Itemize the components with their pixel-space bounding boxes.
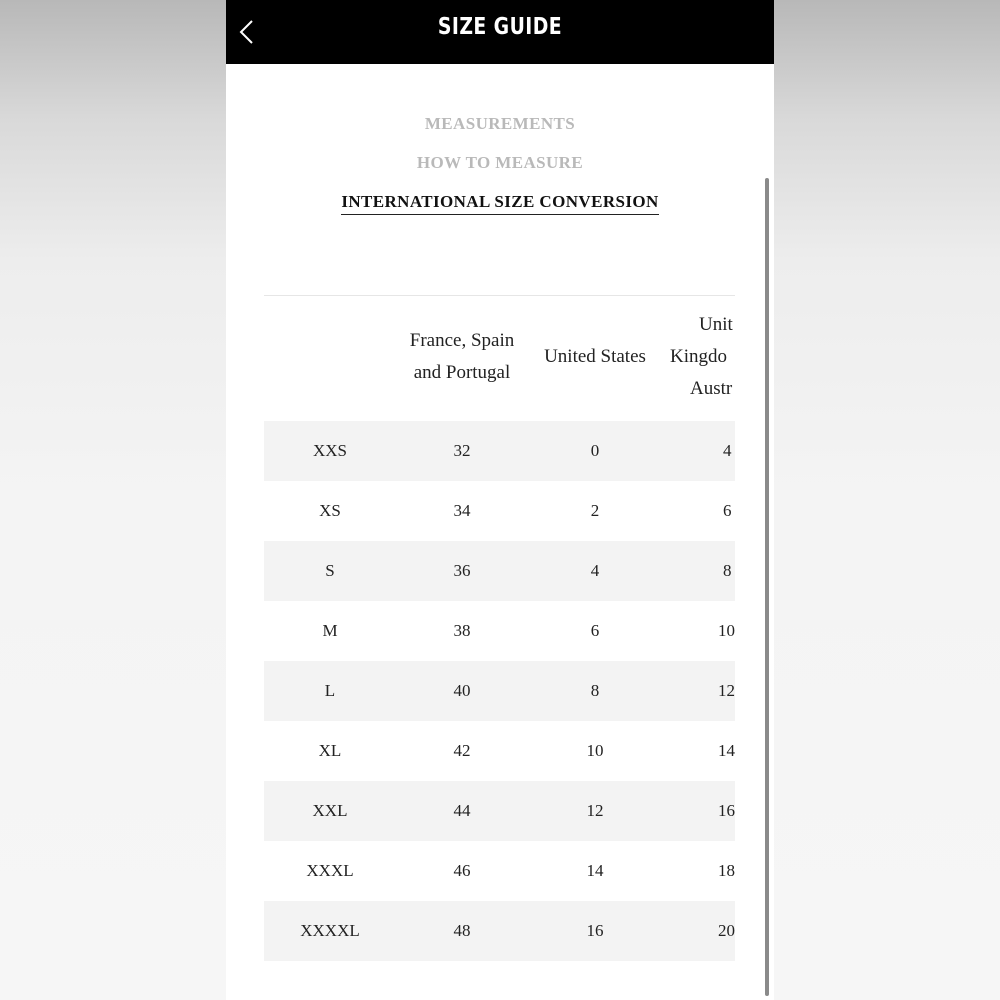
- uk-size-cell: 8: [723, 561, 732, 580]
- size-label-cell: XS: [319, 501, 341, 520]
- us-size-cell: 4: [590, 561, 600, 580]
- size-label-cell: XXXL: [306, 861, 354, 880]
- table-row: [264, 541, 735, 601]
- table-row: [264, 901, 735, 961]
- us-size-cell: 10: [586, 741, 604, 760]
- column-header-line: and Portugal: [413, 362, 511, 383]
- tab-how-to-measure[interactable]: [226, 153, 774, 173]
- size-label-cell: S: [325, 561, 335, 580]
- table-row: [264, 781, 735, 841]
- france-size-cell: 48: [453, 921, 471, 940]
- size-label-cell: XL: [318, 741, 342, 760]
- chevron-left-icon: [234, 18, 262, 46]
- uk-size-cell: 6: [723, 501, 732, 520]
- table-row: [264, 721, 735, 781]
- column-header-line: France, Spain: [409, 330, 515, 351]
- size-conversion-table[interactable]: [264, 295, 735, 961]
- page-title: SIZE GUIDE: [437, 14, 563, 40]
- france-size-cell: 42: [453, 741, 471, 760]
- tab-international-size-conversion-label: INTERNATIONAL SIZE CONVERSION: [341, 192, 658, 215]
- column-header-line: Austr: [690, 378, 733, 399]
- column-header-line: Kingdo: [670, 346, 727, 367]
- uk-size-cell: 4: [723, 441, 732, 460]
- size-label-cell: L: [324, 681, 336, 700]
- tab-measurements-label: MEASUREMENTS: [424, 114, 576, 133]
- uk-size-cell: 20: [718, 921, 735, 940]
- back-button[interactable]: [234, 18, 262, 46]
- france-size-cell: 46: [453, 861, 471, 880]
- us-size-cell: 8: [590, 681, 600, 700]
- uk-size-cell: 10: [718, 621, 735, 640]
- table-row: [264, 421, 735, 481]
- tab-international-size-conversion[interactable]: [226, 192, 774, 215]
- uk-size-cell: 14: [718, 741, 735, 760]
- column-header-line: Unit: [699, 314, 733, 335]
- table-divider: [264, 295, 735, 296]
- column-header-line: United States: [544, 346, 646, 367]
- header-bar: [226, 0, 774, 64]
- size-label-cell: M: [322, 621, 338, 640]
- france-size-cell: 40: [453, 681, 471, 700]
- tab-measurements[interactable]: [226, 114, 774, 134]
- us-size-cell: 14: [586, 861, 604, 880]
- uk-size-cell: 12: [718, 681, 735, 700]
- table-row: [264, 661, 735, 721]
- size-label-cell: XXS: [312, 441, 347, 460]
- france-size-cell: 32: [453, 441, 471, 460]
- size-guide-screen: [226, 0, 774, 1000]
- tab-how-to-measure-label: HOW TO MEASURE: [416, 153, 584, 172]
- us-size-cell: 6: [590, 621, 600, 640]
- column-header-france-spain-portugal: [396, 325, 528, 389]
- france-size-cell: 44: [453, 801, 471, 820]
- france-size-cell: 36: [453, 561, 471, 580]
- us-size-cell: 12: [586, 801, 604, 820]
- vertical-scrollbar[interactable]: [765, 178, 769, 996]
- france-size-cell: 38: [453, 621, 471, 640]
- uk-size-cell: 18: [718, 861, 735, 880]
- france-size-cell: 34: [453, 501, 471, 520]
- uk-size-cell: 16: [718, 801, 735, 820]
- size-label-cell: XXXXL: [300, 921, 360, 940]
- us-size-cell: 16: [586, 921, 604, 940]
- table-row: [264, 841, 735, 901]
- table-row: [264, 481, 735, 541]
- us-size-cell: 2: [590, 501, 600, 520]
- column-header-united-states: [528, 341, 662, 373]
- us-size-cell: 0: [590, 441, 600, 460]
- size-label-cell: XXL: [312, 801, 348, 820]
- column-header-united-kingdom-australia: [662, 309, 735, 405]
- table-row: [264, 601, 735, 661]
